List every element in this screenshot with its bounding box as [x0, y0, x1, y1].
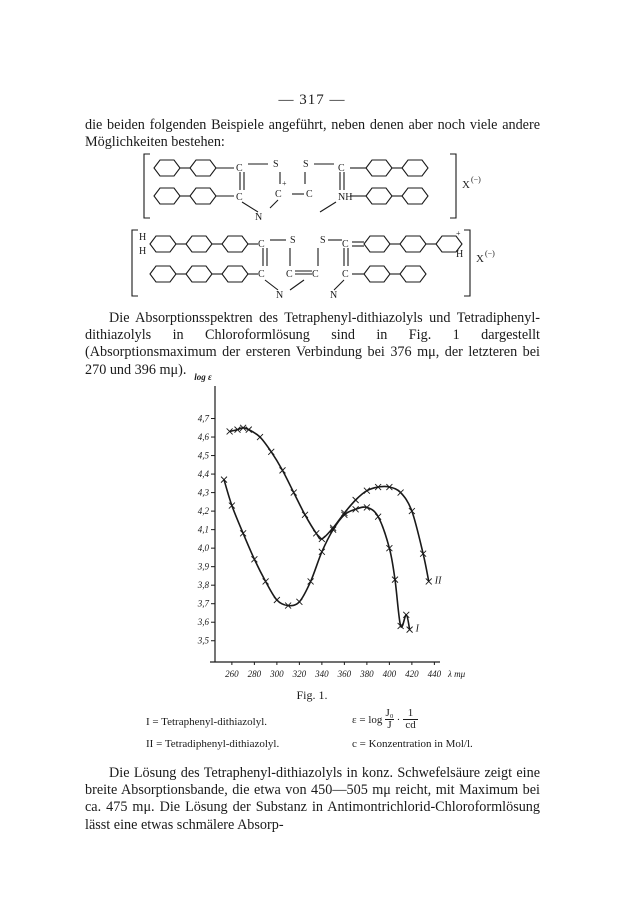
figure-caption: Fig. 1. — [296, 688, 328, 702]
formula2-atom-8: C — [286, 269, 293, 280]
paragraph-2: Die Absorptionsspektren des Tetraphenyl-dithiazolyls und Tetradiphenyl-dithiazolyls in Chloroformlösung sind in Fig. 1 dargestellt (Absorptionsmaximum der ersteren Verbindung bei 376 mμ, der letzteren bei 270 und 396 mμ). — [85, 310, 540, 378]
series-II-point — [353, 497, 359, 503]
formula2-atom-5: C — [342, 239, 349, 250]
y-tick-label: 4,2 — [197, 506, 209, 517]
y-tick-label: 3,7 — [197, 598, 209, 609]
y-tick-label: 3,8 — [197, 580, 209, 591]
x-tick-label: 360 — [337, 669, 352, 679]
epsilon-lhs: ε = log — [352, 713, 383, 726]
epsilon-fraction-2 — [403, 708, 417, 731]
epsilon-fraction-1 — [385, 708, 393, 731]
x-tick-label: 260 — [225, 669, 239, 679]
concentration-definition: c = Konzentration in Mol/l. — [352, 738, 473, 750]
formula2-charge: + — [456, 229, 461, 238]
structural-formula-2 — [130, 226, 530, 300]
formula1-atom-1: S — [273, 159, 279, 170]
intro-paragraph: die beiden folgenden Beispiele angeführt, neben denen aber noch viele andere Möglichkeiten bestehen: — [85, 117, 540, 151]
series-label: I — [415, 623, 419, 635]
y-tick-label: 3,9 — [197, 561, 209, 572]
formula2-atom-11: N — [276, 290, 284, 300]
formula1-atom-2: S — [303, 159, 309, 170]
x-tick-label: 300 — [270, 669, 284, 679]
formula2-atom-2: C — [258, 239, 265, 250]
formula2-atom-3: S — [290, 235, 296, 246]
series-I-point — [308, 578, 314, 584]
legend-item-1: I = Tetraphenyl-dithiazolyl. — [146, 716, 267, 728]
formula2-atom-6: H — [456, 249, 464, 260]
series-II-point — [280, 467, 286, 473]
formula2-atom-10: C — [342, 269, 349, 280]
y-axis-label: log ε — [194, 372, 212, 382]
series-I-point — [319, 549, 325, 555]
series-I-line — [224, 480, 410, 630]
formula2-atom-1: H — [139, 246, 147, 257]
formula2-counter-charge: (−) — [485, 249, 495, 258]
epsilon-dot: · — [396, 713, 401, 726]
y-tick-label: 4,1 — [197, 524, 209, 535]
formula2-counter-ion: X — [476, 253, 484, 265]
series-I-point — [240, 530, 246, 536]
formula2-atom-9: C — [312, 269, 319, 280]
formula1-atom-7: NH — [338, 192, 353, 203]
x-tick-label: 380 — [360, 669, 374, 679]
formula2-atom-7: C — [258, 269, 265, 280]
series-II-point — [398, 490, 404, 496]
formula2-atom-0: H — [139, 232, 147, 243]
series-II-line — [230, 428, 429, 582]
absorption-spectrum-chart — [0, 370, 624, 685]
series-I-point — [375, 514, 381, 520]
formula2-atom-12: N — [330, 290, 338, 300]
series-II-point — [246, 427, 252, 433]
epsilon-num-2: 1 — [407, 707, 414, 719]
y-tick-label: 4,0 — [197, 543, 209, 554]
paragraph-3: Die Lösung des Tetraphenyl-dithiazolyls in konz. Schwefelsäure zeigt eine breite Absorptionsbande, die etwa von 450—505 mμ reicht, mit Maximum bei ca. 475 mμ. Die Lösung der Substanz in Antimontrichlorid-Chloroformlösung lässt eine etwas schmälere Absorp- — [85, 765, 540, 833]
formula1-atom-3: C — [338, 163, 345, 174]
series-I-point — [296, 599, 302, 605]
y-tick-label: 4,3 — [197, 487, 209, 498]
x-tick-label: 400 — [382, 669, 397, 679]
epsilon-den-2: cd — [405, 719, 416, 731]
formula1-atom-6: C — [306, 189, 313, 200]
y-tick-label: 4,5 — [197, 450, 209, 461]
epsilon-den-1: J — [387, 719, 392, 731]
formula1-atom-5: C — [275, 189, 282, 200]
formula1-charge: + — [282, 179, 287, 188]
page-number: — 317 — — [278, 92, 346, 108]
structural-formula-1 — [130, 150, 530, 222]
series-II-point — [257, 434, 263, 440]
formula1-atom-4: C — [236, 192, 243, 203]
series-label: II — [434, 575, 442, 587]
series-II-point — [291, 490, 297, 496]
x-tick-label: 420 — [405, 669, 419, 679]
formula1-counter-charge: (−) — [471, 175, 481, 184]
x-tick-label: 440 — [427, 669, 442, 679]
y-tick-label: 4,6 — [197, 432, 209, 443]
formula1-atom-8: N — [255, 212, 263, 222]
series-I-point — [263, 578, 269, 584]
legend-item-2: II = Tetradiphenyl-dithiazolyl. — [146, 738, 280, 750]
x-tick-label: 340 — [315, 669, 329, 679]
formula1-counter-ion: X — [462, 179, 470, 191]
x-tick-label: 320 — [292, 669, 307, 679]
formula2-atom-4: S — [320, 235, 326, 246]
y-tick-label: 4,4 — [197, 469, 209, 480]
epsilon-formula — [352, 708, 418, 731]
y-tick-label: 3,6 — [197, 617, 209, 628]
series-I-point — [274, 597, 280, 603]
series-I-point — [251, 556, 257, 562]
series-II-point — [364, 488, 370, 494]
y-tick-label: 4,7 — [197, 413, 209, 424]
series-I-point — [403, 612, 409, 618]
formula1-atom-0: C — [236, 163, 243, 174]
x-tick-label: 280 — [247, 669, 262, 679]
x-axis-label: λ mμ — [448, 669, 466, 679]
epsilon-num-1: J₀ — [385, 707, 394, 719]
series-II-point — [313, 530, 319, 536]
series-II-point — [302, 512, 308, 518]
series-II-point — [268, 449, 274, 455]
y-tick-label: 3,5 — [197, 635, 209, 646]
